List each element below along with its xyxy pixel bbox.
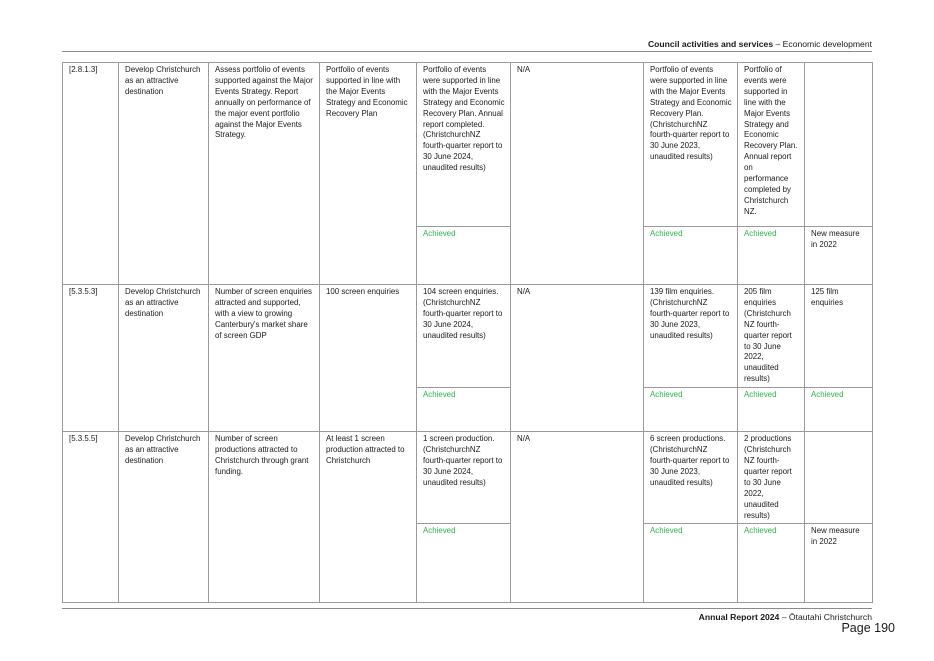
page-header bbox=[648, 39, 872, 49]
result-2021 bbox=[805, 432, 873, 524]
measure-description: Assess portfolio of events supported against the Major Events Strategy. Report annually on performance of the major event portfolio against the Major Events Strategy. bbox=[209, 63, 320, 285]
status-2022: Achieved bbox=[738, 524, 805, 603]
table-row bbox=[63, 432, 873, 524]
result-2024: Portfolio of events were supported in line with the Major Events Strategy and Economic Recovery Plan. Annual report completed. (ChristchurchNZ fourth-quarter report to 30 June 2024, unaudited results) bbox=[417, 63, 511, 227]
target-cell: Portfolio of events supported in line with the Major Events Strategy and Economic Recovery Plan bbox=[320, 63, 417, 285]
status-2023: Achieved bbox=[644, 524, 738, 603]
footer-rule bbox=[62, 608, 872, 609]
status-2021: Achieved bbox=[805, 388, 873, 432]
result-2021 bbox=[805, 63, 873, 227]
strategy-cell: Develop Christchurch as an attractive destination bbox=[119, 285, 209, 432]
target-cell: 100 screen enquiries bbox=[320, 285, 417, 432]
result-2022: 2 productions (Christchurch NZ fourth-quarter report to 30 June 2022, unaudited results) bbox=[738, 432, 805, 524]
page-number: Page 190 bbox=[841, 621, 895, 635]
header-subsection: Economic development bbox=[782, 39, 872, 49]
result-2022: Portfolio of events were supported in line with the Major Events Strategy and Economic Recovery Plan. Annual report on performance completed by Christchurch NZ. bbox=[738, 63, 805, 227]
result-2021: 125 film enquiries bbox=[805, 285, 873, 388]
header-separator: – bbox=[773, 39, 783, 49]
na-cell: N/A bbox=[511, 285, 644, 432]
status-2021: New measure in 2022 bbox=[805, 524, 873, 603]
result-2023: Portfolio of events were supported in line with the Major Events Strategy and Economic Recovery Plan. (ChristchurchNZ fourth-quarter report to 30 June 2023, unaudited results) bbox=[644, 63, 738, 227]
header-rule bbox=[62, 51, 872, 52]
status-2024: Achieved bbox=[417, 524, 511, 603]
na-cell: N/A bbox=[511, 63, 644, 285]
measure-description: Number of screen productions attracted to Christchurch through grant funding. bbox=[209, 432, 320, 603]
table-row bbox=[63, 285, 873, 388]
status-2023: Achieved bbox=[644, 227, 738, 285]
status-2024: Achieved bbox=[417, 227, 511, 285]
status-2022: Achieved bbox=[738, 388, 805, 432]
measure-description: Number of screen enquiries attracted and supported, with a view to growing Canterbury's market share of screen GDP bbox=[209, 285, 320, 432]
header-section: Council activities and services bbox=[647, 39, 774, 49]
status-2021: New measure in 2022 bbox=[805, 227, 873, 285]
result-2022: 205 film enquiries (Christchurch NZ fourth-quarter report to 30 June 2022, unaudited results) bbox=[738, 285, 805, 388]
measure-id: [2.8.1.3] bbox=[63, 63, 119, 285]
na-cell: N/A bbox=[511, 432, 644, 603]
status-2024: Achieved bbox=[417, 388, 511, 432]
footer-separator: – bbox=[779, 612, 789, 622]
status-2023: Achieved bbox=[644, 388, 738, 432]
result-2023: 139 film enquiries. (ChristchurchNZ fourth-quarter report to 30 June 2023, unaudited results) bbox=[644, 285, 738, 388]
strategy-cell: Develop Christchurch as an attractive destination bbox=[119, 63, 209, 285]
result-2023: 6 screen productions. (ChristchurchNZ fourth-quarter report to 30 June 2023, unaudited results) bbox=[644, 432, 738, 524]
performance-measures-table bbox=[62, 62, 873, 603]
measure-id: [5.3.5.3] bbox=[63, 285, 119, 432]
footer-city: Ōtautahi Christchurch bbox=[788, 612, 872, 622]
result-2024: 1 screen production. (ChristchurchNZ fourth-quarter report to 30 June 2024, unaudited results) bbox=[417, 432, 511, 524]
result-2024: 104 screen enquiries. (ChristchurchNZ fourth-quarter report to 30 June 2024, unaudited results) bbox=[417, 285, 511, 388]
target-cell: At least 1 screen production attracted to Christchurch bbox=[320, 432, 417, 603]
footer-report: Annual Report 2024 bbox=[698, 612, 780, 622]
table-row bbox=[63, 63, 873, 227]
strategy-cell: Develop Christchurch as an attractive destination bbox=[119, 432, 209, 603]
status-2022: Achieved bbox=[738, 227, 805, 285]
measure-id: [5.3.5.5] bbox=[63, 432, 119, 603]
